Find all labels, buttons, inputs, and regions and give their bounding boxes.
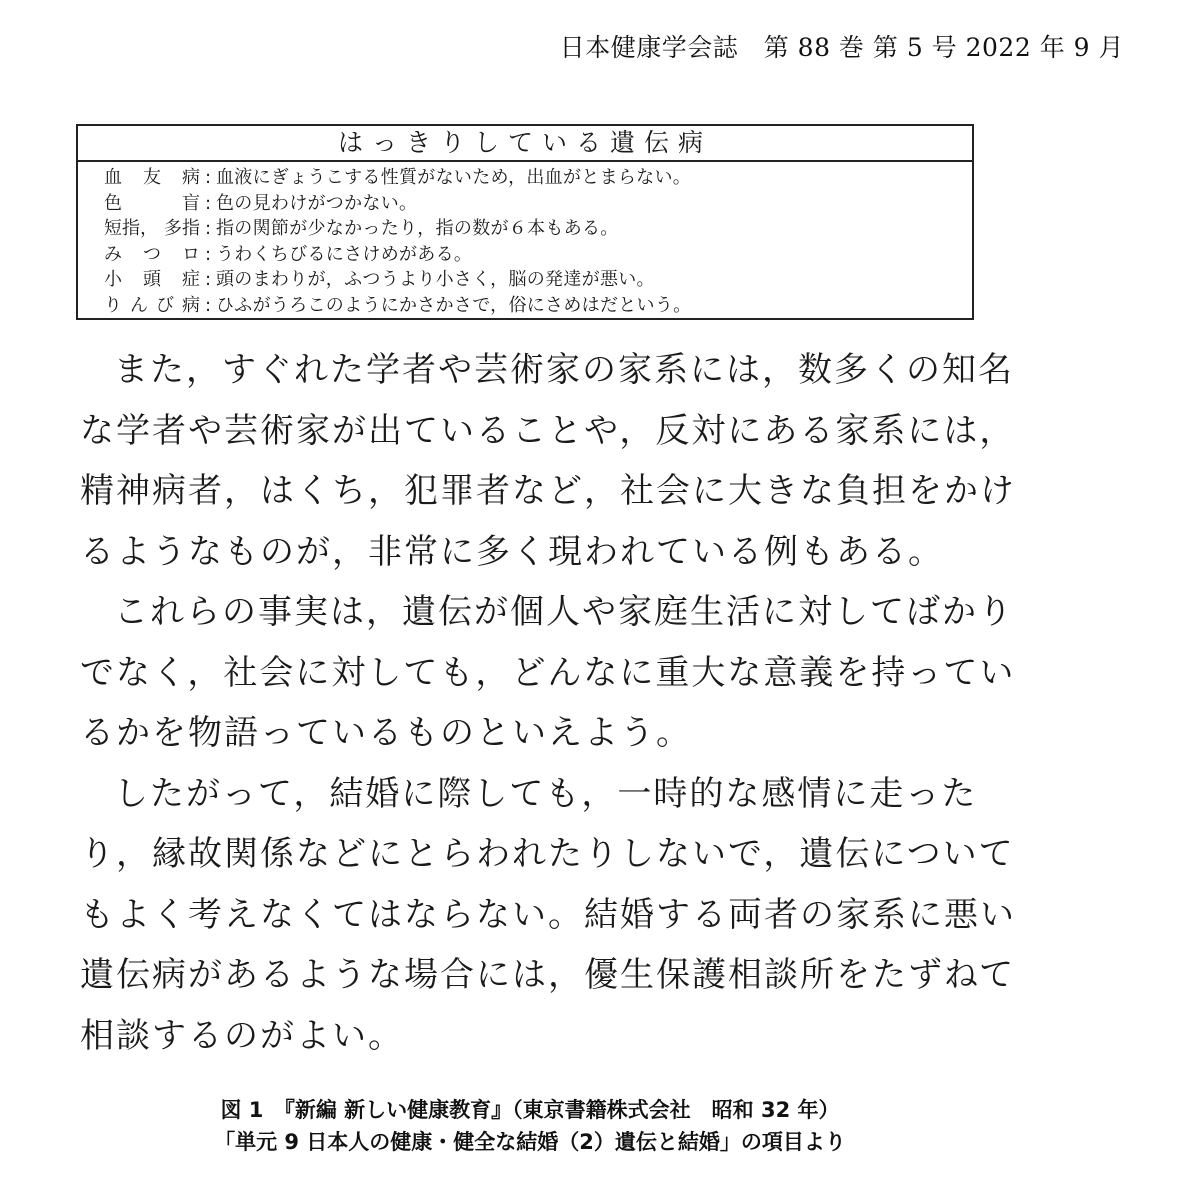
disease-name-part: び bbox=[156, 294, 174, 316]
disease-name-part: 病 bbox=[182, 294, 200, 316]
row-colon: : bbox=[204, 167, 212, 188]
disease-name bbox=[78, 191, 200, 217]
table-row bbox=[78, 216, 972, 242]
disease-description: ひふがうろこのようにかさかさで，俗にさめはだという。 bbox=[216, 294, 692, 316]
journal-header: 日本健康学会誌 第 88 巻 第 5 号 2022 年 9 月 bbox=[559, 33, 1124, 62]
disease-name-part: 多指 bbox=[164, 218, 200, 239]
caption-line-2: 「単元 9 日本人の健康・健全な結婚（2）遺伝と結婚」の項目より bbox=[214, 1130, 846, 1154]
disease-name-part: 短指， bbox=[104, 218, 158, 239]
table-rows bbox=[78, 162, 972, 318]
paragraph-2: これらの事実は，遺伝が個人や家庭生活に対してばかりでなく，社会に対しても，どんなに重大な意義を持っているかを物語っているものといえよう。 bbox=[80, 592, 1016, 753]
disease-name-part: 病 bbox=[182, 167, 200, 188]
disease-name-part: み bbox=[104, 243, 122, 265]
disease-name-part: 小 bbox=[104, 269, 122, 290]
disease-name bbox=[78, 165, 200, 191]
table-row bbox=[78, 293, 972, 319]
disease-description: うわくちびるにさけめがある。 bbox=[216, 243, 473, 265]
row-colon: : bbox=[204, 269, 212, 290]
disease-name-part: 血 bbox=[104, 167, 122, 188]
disease-name bbox=[78, 242, 200, 268]
disease-name-part: 色 bbox=[104, 192, 122, 214]
body-text bbox=[80, 340, 1020, 1066]
disease-name-part: 友 bbox=[143, 167, 161, 188]
disease-description: 色の見わけがつかない。 bbox=[216, 192, 418, 214]
table-row bbox=[78, 242, 972, 268]
caption-line-1: 図 1 『新編 新しい健康教育』（東京書籍株式会社 昭和 32 年） bbox=[220, 1098, 840, 1122]
disease-name bbox=[78, 216, 200, 242]
paragraph-1: また，すぐれた学者や芸術家の家系には，数多くの知名な学者や芸術家が出ていることや，反対にある家系には，精神病者，はくち，犯罪者など，社会に大きな負担をかけるようなものが，非常に多く現われている例もある。 bbox=[80, 350, 1016, 572]
paragraph-3: したがって，結婚に際しても，一時的な感情に走ったり，縁故関係などにとらわれたりしないで，遺伝についてもよく考えなくてはならない。結婚する両者の家系に悪い遺伝病があるような場合には，優生保護相談所をたずねて相談するのがよい。 bbox=[80, 773, 1016, 1056]
disease-name bbox=[78, 293, 200, 319]
row-colon: : bbox=[204, 192, 212, 214]
disease-description: 指の関節が少なかったり，指の数が６本もある。 bbox=[216, 218, 619, 239]
disease-name-part: り bbox=[104, 294, 122, 316]
row-colon: : bbox=[204, 294, 212, 316]
row-colon: : bbox=[204, 243, 212, 265]
row-colon: : bbox=[204, 218, 212, 239]
table-row bbox=[78, 267, 972, 293]
disease-name-part: ロ bbox=[182, 243, 200, 265]
disease-name-part: ん bbox=[130, 294, 148, 316]
disease-description: 頭のまわりが，ふつうより小さく，脳の発達が悪い。 bbox=[216, 269, 655, 290]
disease-name bbox=[78, 267, 200, 293]
table-title: はっきりしている遺伝病 bbox=[78, 126, 972, 162]
disease-name-part: つ bbox=[143, 243, 161, 265]
disease-description: 血液にぎょうこする性質がないため，出血がとまらない。 bbox=[216, 167, 692, 188]
figure-caption bbox=[0, 1094, 1060, 1158]
hereditary-disease-table bbox=[76, 124, 974, 320]
disease-name-part: 症 bbox=[182, 269, 200, 290]
disease-name-part: 頭 bbox=[143, 269, 161, 290]
table-row bbox=[78, 165, 972, 191]
disease-name-part: 盲 bbox=[182, 192, 200, 214]
table-row bbox=[78, 191, 972, 217]
